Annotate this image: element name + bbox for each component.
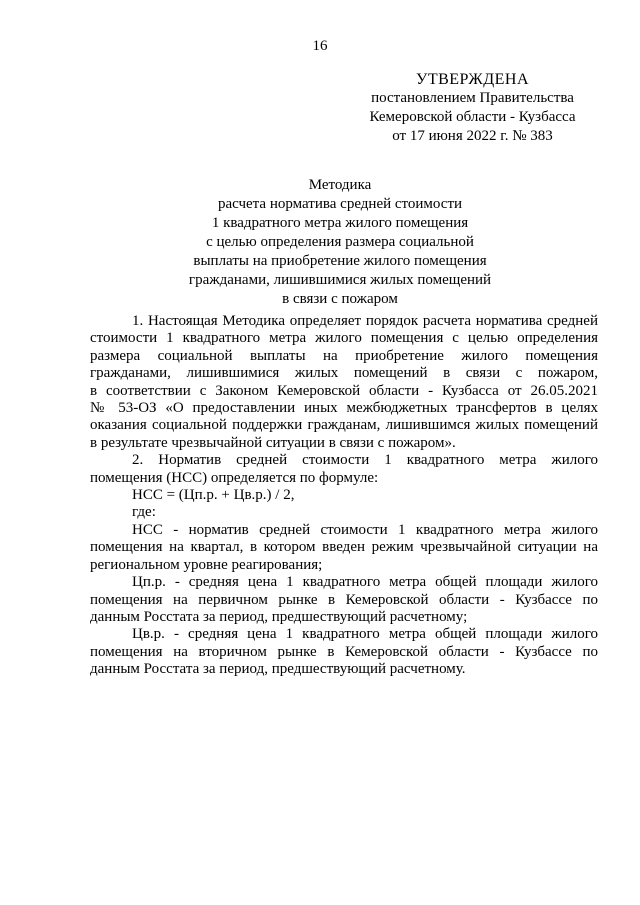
document-title <box>60 176 620 309</box>
paragraph-4-line: данным Росстата за период, предшествующий расчетному; <box>90 608 468 625</box>
paragraph-1-line: 1. Настоящая Методика определяет порядок расчета норматива средней <box>132 313 598 329</box>
page-number: 16 <box>312 38 328 54</box>
approval-block <box>340 70 605 146</box>
approval-line-3: от 17 июня 2022 г. № 383 <box>392 128 553 144</box>
title-line: с целью определения размера социальной <box>206 234 474 250</box>
paragraph-1-line: в соответствии с Законом Кемеровской области - Кузбасса от 26.05.2021 <box>90 382 598 399</box>
document-body <box>90 313 598 679</box>
paragraph-5-line: помещения на вторичном рынке в Кемеровской области - Кузбассе по <box>90 643 598 660</box>
paragraph-1-line: № 53-ОЗ «О предоставлении иных межбюджетных трансфертов в целях <box>90 400 598 417</box>
paragraph-3-line: региональном уровне реагирования; <box>90 556 323 573</box>
approval-title: УТВЕРЖДЕНА <box>415 71 529 88</box>
where-label: где: <box>132 504 156 521</box>
paragraph-1-line: в результате чрезвычайной ситуации в связи с пожаром». <box>90 434 456 451</box>
title-line: 1 квадратного метра жилого помещения <box>211 215 469 231</box>
paragraph-3-line: НСС - норматив средней стоимости 1 квадратного метра жилого <box>132 521 598 538</box>
title-line: гражданами, лишившимися жилых помещений <box>188 272 492 288</box>
paragraph-1-line: размера социальной выплаты на приобретение жилого помещения <box>90 347 598 364</box>
paragraph-1-line: гражданами, лишившимися жилых помещений в связи с пожаром, <box>90 365 598 382</box>
title-line: в связи с пожаром <box>282 291 398 307</box>
paragraph-3-line: помещения на квартал, в котором введен режим чрезвычайной ситуации на <box>90 539 598 556</box>
paragraph-5-line: данным Росстата за период, предшествующий расчетному. <box>90 661 466 678</box>
paragraph-1-line: оказания социальной поддержки гражданам, лишившимся жилых помещений <box>90 417 598 434</box>
formula: НСС = (Цп.р. + Цв.р.) / 2, <box>132 487 295 504</box>
title-line: выплаты на приобретение жилого помещения <box>193 253 487 269</box>
title-line: Методика <box>308 177 372 193</box>
paragraph-1-line: стоимости 1 квадратного метра жилого помещения с целью определения <box>90 330 598 347</box>
approval-line-1: постановлением Правительства <box>371 90 574 106</box>
paragraph-4-line: Цп.р. - средняя цена 1 квадратного метра общей площади жилого <box>132 574 598 591</box>
paragraph-2-line: 2. Норматив средней стоимости 1 квадратного метра жилого <box>132 452 598 469</box>
paragraph-5-line: Цв.р. - средняя цена 1 квадратного метра общей площади жилого <box>132 626 598 643</box>
paragraph-4-line: помещения на первичном рынке в Кемеровской области - Кузбассе по <box>90 591 598 608</box>
paragraph-2-line: помещения (НСС) определяется по формуле: <box>90 469 379 486</box>
title-line: расчета норматива средней стоимости <box>217 196 463 212</box>
approval-line-2: Кемеровской области - Кузбасса <box>369 109 576 125</box>
